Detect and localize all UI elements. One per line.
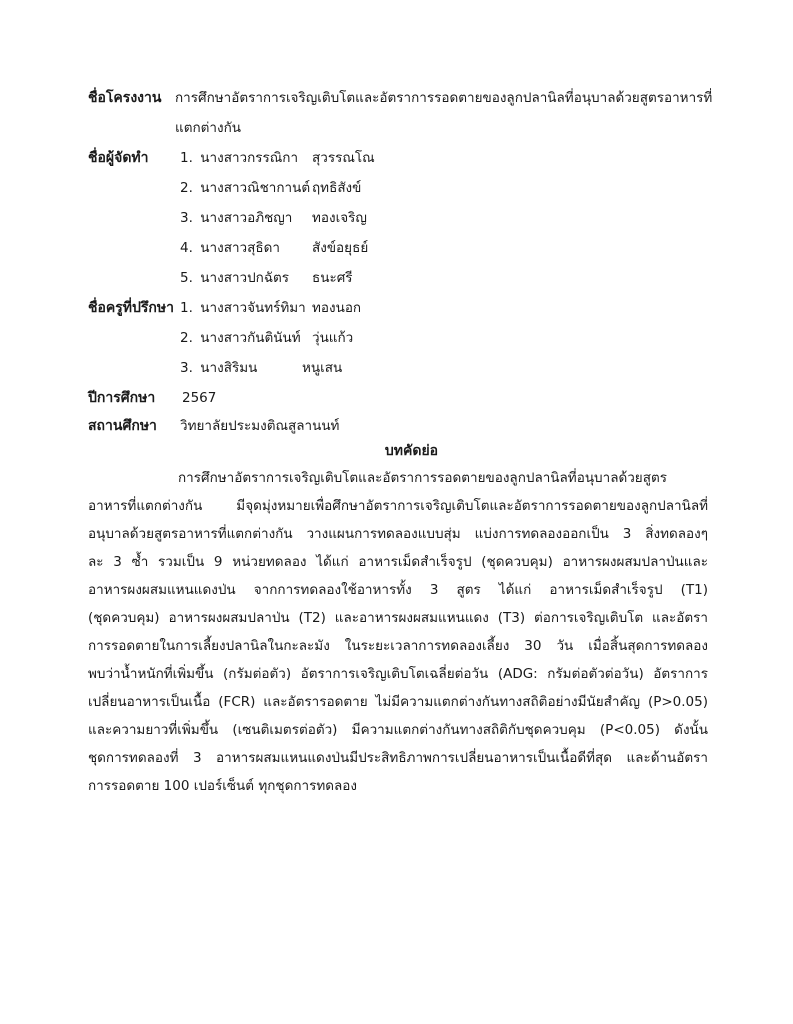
abstract-line: เปลี่ยนอาหารเป็นเนื้อ (FCR) และอัตรารอดตาย ไม่มีความแตกต่างกันทางสถิติอย่างมีนัยสำคัญ (P>0.05) <box>88 694 708 710</box>
advisors-label: ชื่อครูที่ปรึกษา <box>88 300 174 316</box>
advisor-first-name: นางสาวจันทร์ทิมา <box>200 300 306 316</box>
author-last-name: ฤทธิสังข์ <box>312 180 362 196</box>
advisor-last-name: ทองนอก <box>312 300 362 316</box>
author-item <box>180 208 367 228</box>
authors-label: ชื่อผู้จัดทำ <box>88 150 149 166</box>
author-first-name: นางสาวอภิชญา <box>200 210 293 226</box>
advisor-number: 1. <box>180 300 193 316</box>
author-item <box>180 148 375 168</box>
advisor-last-name: วุ่นแก้ว <box>312 330 354 346</box>
author-last-name: สังข์อยุธย์ <box>312 240 369 256</box>
abstract-line: การรอดตาย 100 เปอร์เซ็นต์ ทุกชุดการทดลอง <box>88 778 357 794</box>
author-item <box>180 268 353 288</box>
year-label: ปีการศึกษา <box>88 390 156 406</box>
abstract-line: อาหารผงผสมแหนแดงป่น จากการทดลองใช้อาหารทั้ง 3 สูตร ได้แก่ อาหารเม็ดสำเร็จรูป (T1) <box>88 582 708 598</box>
author-last-name: สุวรรณโณ <box>312 150 375 166</box>
author-number: 1. <box>180 150 193 166</box>
author-first-name: นางสาวกรรณิกา <box>200 150 299 166</box>
advisor-last-name: หนูเสน <box>302 360 343 376</box>
advisor-first-name: นางสาวกันตินันท์ <box>200 330 301 346</box>
abstract-line: ละ 3 ซ้ำ รวมเป็น 9 หน่วยทดลอง ได้แก่ อาหารเม็ดสำเร็จรูป (ชุดควบคุม) อาหารผงผสมปลาป่นและ <box>88 554 708 570</box>
author-first-name: นางสาวปกฉัตร <box>200 270 290 286</box>
abstract-line: อาหารที่แตกต่างกัน มีจุดมุ่งหมายเพื่อศึกษาอัตราการเจริญเติบโตและอัตราการรอดตายของลูกปลานิลที่ <box>88 498 708 514</box>
author-number: 4. <box>180 240 193 256</box>
author-number: 5. <box>180 270 193 286</box>
author-item <box>180 238 369 258</box>
abstract-line: ชุดการทดลองที่ 3 อาหารผสมแหนแดงป่นมีประสิทธิภาพการเปลี่ยนอาหารเป็นเนื้อดีที่สุด และด้านอัตรา <box>88 750 708 766</box>
author-item <box>180 178 362 198</box>
project-title-line-1: การศึกษาอัตราการเจริญเติบโตและอัตราการรอดตายของลูกปลานิลที่อนุบาลด้วยสูตรอาหารที่ <box>175 90 713 106</box>
author-first-name: นางสาวณิชากานต์ <box>200 180 311 196</box>
author-number: 3. <box>180 210 193 226</box>
year-value: 2567 <box>182 390 217 406</box>
advisor-number: 2. <box>180 330 193 346</box>
advisor-item <box>180 328 354 348</box>
abstract-line: พบว่าน้ำหนักที่เพิ่มขึ้น (กรัมต่อตัว) อัตราการเจริญเติบโตเฉลี่ยต่อวัน (ADG: กรัมต่อตัวต่อวัน) อัตราการ <box>88 666 708 682</box>
advisor-item <box>180 358 343 378</box>
institution-value: วิทยาลัยประมงติณสูลานนท์ <box>180 418 340 434</box>
institution-label: สถานศึกษา <box>88 418 157 434</box>
project-label: ชื่อโครงงาน <box>88 90 162 106</box>
advisor-number: 3. <box>180 360 193 376</box>
abstract-line: และความยาวที่เพิ่มขึ้น (เซนติเมตรต่อตัว) มีความแตกต่างกันทางสถิติกับชุดควบคุม (P<0.05) ดังนั้น <box>88 722 708 738</box>
project-title-line-2: แตกต่างกัน <box>175 120 241 136</box>
abstract-line: (ชุดควบคุม) อาหารผงผสมปลาป่น (T2) และอาหารผงผสมแหนแดง (T3) ต่อการเจริญเติบโต และอัตรา <box>88 610 708 626</box>
abstract-line: การรอดตายในการเลี้ยงปลานิลในกะละมัง ในระยะเวลาการทดลองเลี้ยง 30 วัน เมื่อสิ้นสุดการทดลอง <box>88 638 708 654</box>
author-first-name: นางสาวสุธิดา <box>200 240 280 256</box>
abstract-line: อนุบาลด้วยสูตรอาหารที่แตกต่างกัน วางแผนการทดลองแบบสุ่ม แบ่งการทดลองออกเป็น 3 สิ่งทดลองๆ <box>88 526 708 542</box>
author-last-name: ธนะศรี <box>312 270 353 286</box>
abstract-heading: บทคัดย่อ <box>384 443 439 459</box>
author-number: 2. <box>180 180 193 196</box>
author-last-name: ทองเจริญ <box>312 210 367 226</box>
advisor-item <box>180 298 362 318</box>
abstract-line: การศึกษาอัตราการเจริญเติบโตและอัตราการรอดตายของลูกปลานิลที่อนุบาลด้วยสูตร <box>178 470 667 486</box>
advisor-first-name: นางสิริมน <box>200 360 258 376</box>
